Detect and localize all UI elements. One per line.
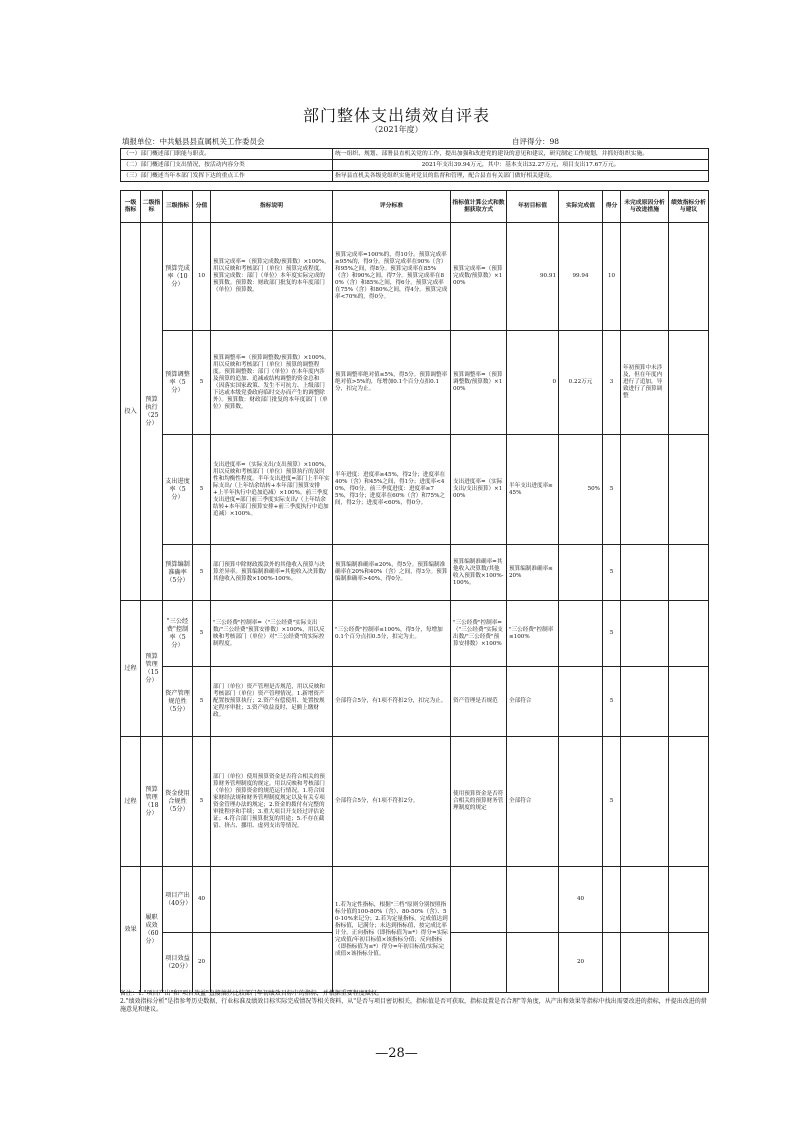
- summary-text: 统一组织、规划、部署县直机关党的工作，提出加强和改进党的建设的意见和建议，研究制定工作规划，并抓好组织实施。: [333, 149, 709, 160]
- reason-cell: [621, 223, 669, 331]
- header-cell: 评分标准: [333, 191, 451, 223]
- reason-cell: [621, 545, 669, 601]
- weight-cell: 20: [193, 933, 211, 993]
- criteria-cell: 预算完成率=100%的，得10分。预算完成率≥95%的，得9分。预算完成率在90%（含）和95%之间，得8分。预算完成率在85%（含）和90%之间，得7分。预算完成率在80%（含）和85%之间，得6分。预算完成率在75%（含）和80%之间，得4分。预算完成率<70%的，得0分。: [333, 223, 451, 331]
- actual-cell: 99.94: [559, 223, 603, 331]
- reason-cell: [621, 737, 669, 867]
- header-cell: 实际完成值: [559, 191, 603, 223]
- header-cell: 指标说明: [211, 191, 333, 223]
- target-cell: 0: [507, 331, 559, 435]
- weight-cell: 5: [193, 667, 211, 737]
- summary-label: （二）部门概述部门支出情况，按活动内容分类: [121, 160, 333, 171]
- summary-table: [120, 148, 709, 182]
- reason-cell: [621, 867, 669, 933]
- table-row: [121, 601, 709, 667]
- level3-indicator: 预算编制准确率（5分）: [163, 545, 193, 601]
- target-cell: 全部符合: [507, 737, 559, 867]
- weight-cell: 10: [193, 223, 211, 331]
- criteria-cell: 全部符合5分，有1项不符扣2分。: [333, 737, 451, 867]
- score-cell: 3: [603, 331, 621, 435]
- reason-cell: [621, 933, 669, 993]
- target-cell: [507, 933, 559, 993]
- header-cell: 指标值计算公式和数据获取方式: [451, 191, 507, 223]
- formula-cell: [451, 867, 507, 933]
- score-cell: 5: [603, 667, 621, 737]
- weight-cell: 5: [193, 331, 211, 435]
- table-row: [121, 331, 709, 435]
- advice-cell: [669, 933, 709, 993]
- description-cell: "三公经费"控制率=（"三公经费"实际支出数/"三公经费"预算安排数）×100%，用以反映和考核部门（单位）对"三公经费"的实际控制程度。: [211, 601, 333, 667]
- level3-indicator: 资金使用合规性（5分）: [163, 737, 193, 867]
- formula-cell: 支出进度率=（实际支出/支出预算）×100%: [451, 435, 507, 545]
- footnote: [120, 990, 710, 1014]
- formula-cell: 资产管理是否规范: [451, 667, 507, 737]
- table-row: [121, 867, 709, 933]
- target-cell: "三公经费"控制率≤100%: [507, 601, 559, 667]
- advice-cell: [669, 737, 709, 867]
- table-row: [121, 667, 709, 737]
- table-row: [121, 435, 709, 545]
- advice-cell: [669, 667, 709, 737]
- self-score: 自评得分：98: [512, 137, 560, 146]
- header-cell: 三级指标: [163, 191, 193, 223]
- advice-cell: [669, 331, 709, 435]
- score-cell: 5: [603, 737, 621, 867]
- reporting-unit: 填报单位：中共魁县县直属机关工作委员会: [122, 137, 265, 146]
- target-cell: 90.91: [507, 223, 559, 331]
- actual-cell: [559, 737, 603, 867]
- score-cell: 5: [603, 545, 621, 601]
- weight-cell: 5: [193, 737, 211, 867]
- header-cell: 二级指标: [141, 191, 163, 223]
- summary-row: [121, 171, 709, 182]
- level1-guocheng: 过程: [121, 737, 141, 867]
- level3-indicator: 支出进度率（5分）: [163, 435, 193, 545]
- weight-cell: 5: [193, 601, 211, 667]
- formula-cell: [451, 933, 507, 993]
- reason-cell: [621, 601, 669, 667]
- actual-cell: [559, 667, 603, 737]
- criteria-cell: "三公经费"控制率≤100%，得5分，每增加0.1个百分点扣0.5分，扣完为止。: [333, 601, 451, 667]
- formula-cell: 预算完成率=（预算完成数/预算数）×100%: [451, 223, 507, 331]
- formula-cell: 预算调整率=（预算调整数/预算数）×100%: [451, 331, 507, 435]
- target-cell: [507, 867, 559, 933]
- level2-yusuan-zhixing: 预算执行（25分）: [141, 223, 163, 601]
- document-title: 部门整体支出绩效自评表: [302, 106, 490, 125]
- description-cell: 预算调整率=（预算调整数/预算数）×100%，用以反映和考核部门（单位）预算的调整程度。预算调整数：部门（单位）在本年度内涉及预算的追加、追减或结构调整的资金总和（因落实国家政策、发生不可抗力、上级部门下达或本级党委政府临时交办而产生的调整除外）。预算数：财政部门批复的本年度部门（单位）预算数。: [211, 331, 333, 435]
- criteria-cell: 预算编制准确率≤20%，得5分。预算编制准确率在20%和40%（含）之间，得3分。预算编制准确率>40%，得0分。: [333, 545, 451, 601]
- header-cell: 一级指标: [121, 191, 141, 223]
- reason-cell: 年初预算中未涉及，但在年度内进行了追加，导致进行了预算调整: [621, 331, 669, 435]
- header-cell: 绩效指标分析与建议: [669, 191, 709, 223]
- summary-row: [121, 160, 709, 171]
- level3-indicator: 预算调整率（5分）: [163, 331, 193, 435]
- level3-indicator: 项目产出（40分）: [163, 867, 193, 933]
- level1-touru: 投入: [121, 223, 141, 601]
- indicator-table: [120, 190, 709, 993]
- description-cell: [211, 933, 333, 993]
- summary-text: 2021年支出39.94万元，其中：基本支出32.27万元，项目支出17.67万元。: [333, 160, 709, 171]
- weight-cell: 5: [193, 435, 211, 545]
- formula-cell: 预算编制准确率=其他收入决算数/其他收入预算数×100%-100%。: [451, 545, 507, 601]
- actual-cell: [559, 545, 603, 601]
- target-cell: 全部符合: [507, 667, 559, 737]
- formula-cell: "三公经费"控制率=（"三公经费"实际支出数/"三公经费"预算安排数）×100%: [451, 601, 507, 667]
- advice-cell: [669, 601, 709, 667]
- header-cell: 未完成原因分析与改进措施: [621, 191, 669, 223]
- summary-table-wrapper: [120, 148, 708, 182]
- score-cell: 5: [603, 435, 621, 545]
- level3-indicator: 项目效益（20分）: [163, 933, 193, 993]
- level3-indicator: 预算完成率（10分）: [163, 223, 193, 331]
- target-cell: 预算编制准确率≤20%: [507, 545, 559, 601]
- description-cell: 支出进度率=（实际支出/支出预算）×100%，用以反映和考核部门（单位）预算执行的及时性和均衡性程度。半年支出进度=部门上半年实际支出/（上年结余结转+本年部门预算安排+上半年执行中追加追减）×100%。前三季度支出进度=部门前三季度实际支出/（上年结余结转+本年部门预算安排+前三季度执行中追加追减）×100%。: [211, 435, 333, 545]
- actual-cell: 0.22万元: [559, 331, 603, 435]
- advice-cell: [669, 435, 709, 545]
- level3-indicator: "三公经费"控制率（5分）: [163, 601, 193, 667]
- header-cell: 年初目标值: [507, 191, 559, 223]
- page-number: —28—: [375, 1046, 418, 1061]
- footnote-line: 2."绩效指标分析"是指参考历史数据、行业标准及绩效目标实际完成情况等相关资料，从"是否与项目密切相关，指标值是否可获取，指标设置是否合理"等角度，从产出和效果等指标中找出需要改进的指标，并提出改进的措施意见和建议。: [120, 998, 707, 1013]
- description-cell: 部门预算中除财政拨款外的其他收入预算与决算差异率。预算编制准确率=其他收入决算数/其他收入预算数×100%-100%。: [211, 545, 333, 601]
- summary-row: [121, 149, 709, 160]
- level2-yusuan-guanli: 预算管理（18分）: [141, 737, 163, 867]
- score-cell: [603, 933, 621, 993]
- level1-xiaoguo: 效果: [121, 867, 141, 993]
- score-cell: [603, 867, 621, 933]
- level3-indicator: 资产管理规范性（5分）: [163, 667, 193, 737]
- header-cell: 分值: [193, 191, 211, 223]
- header-cell: 得分: [603, 191, 621, 223]
- summary-label: （一）部门概述部门职能与职责。: [121, 149, 333, 160]
- criteria-cell: 预算调整率绝对值≤5%，得5分。预算调整率绝对值>5%的，每增加0.1个百分点扣0.1分，扣完为止。: [333, 331, 451, 435]
- reason-cell: [621, 667, 669, 737]
- table-row: [121, 545, 709, 601]
- criteria-cell: 半年进度：进度率≥45%，得2分；进度率在40%（含）和45%之间，得1分；进度率<40%，得0分。前三季度进度：进度率≥75%，得3分；进度率在60%（含）和75%之间，得2分；进度率<60%，得0分。: [333, 435, 451, 545]
- table-header-row: [121, 191, 709, 223]
- weight-cell: 40: [193, 867, 211, 933]
- criteria-cell: 全部符合5分，有1项不符扣2分，扣完为止。: [333, 667, 451, 737]
- score-cell: 5: [603, 601, 621, 667]
- actual-cell: 20: [559, 933, 603, 993]
- advice-cell: [669, 867, 709, 933]
- footnote-line: 备注：1."项目产出"和"项目效益"直接摘抄比较部门年初绩效目标中的指标，并根据重要程度赋权。: [120, 990, 383, 997]
- level1-guocheng: 过程: [121, 601, 141, 737]
- advice-cell: [669, 223, 709, 331]
- actual-cell: 50%: [559, 435, 603, 545]
- advice-cell: [669, 545, 709, 601]
- actual-cell: [559, 601, 603, 667]
- summary-label: （三）部门概述当年本部门发挥下达的重点工作: [121, 171, 333, 182]
- description-cell: [211, 867, 333, 933]
- summary-text: 指导县直机关各级党组织实施对党员的监督和管理，配合县直有关部门做好相关建设。: [333, 171, 709, 182]
- description-cell: 预算完成率=（预算完成数/预算数）×100%，用以反映和考核部门（单位）预算完成程度。预算完成数：部门（单位）本年度实际完成的预算数。预算数：财政部门批复的本年度部门（单位）预算数。: [211, 223, 333, 331]
- score-cell: 10: [603, 223, 621, 331]
- document-year: （2021年度）: [370, 125, 423, 134]
- target-cell: 半年支出进度率≥45%: [507, 435, 559, 545]
- reason-cell: [621, 435, 669, 545]
- description-cell: 部门（单位）资产管理是否规范，用以反映和考核部门（单位）资产管理情况。1.新增资产配置按预算执行；2.资产有偿使用、处置按规定程序审批；3.资产收益及时、足额上缴财政。: [211, 667, 333, 737]
- actual-cell: 40: [559, 867, 603, 933]
- formula-cell: 使用预算资金是否符合相关的预算财务管理制度的规定: [451, 737, 507, 867]
- level2-yusuan-guanli: 预算管理（15分）: [141, 601, 163, 737]
- description-cell: 部门（单位）使用预算资金是否符合相关的预算财务管理制度的规定，用以反映和考核部门（单位）预算资金的规范运行情况。1.符合国家财经法规和财务管理制度规定以及有关专项资金管理办法的规定；2.资金的拨付有完整的审批程序和手续；3.重大项目开支经过评估论证；4.符合部门预算批复的用途；5.不存在截留、挤占、挪用、虚列支出等情况。: [211, 737, 333, 867]
- indicator-table-wrapper: [120, 190, 708, 993]
- criteria-cell: 1.若为定性指标，根据"三档"原则分别按照指标分值的100-80%（含）、80-50%（含）、50-10%来记分；2.若为定量指标，完成值达到指标值，记满分；未达到指标值，按完成比率计分。正向指标（即指标值为≥*）得分=实际完成值/年初目标值×该指标分值；反向指标（即指标值为≤*）得分=年初目标值/实际完成值×该指标分值。: [333, 867, 451, 993]
- table-row: [121, 223, 709, 331]
- table-row: [121, 737, 709, 867]
- weight-cell: 5: [193, 545, 211, 601]
- level2-lvzhi-chengxiao: 履职成效（60分）: [141, 867, 163, 993]
